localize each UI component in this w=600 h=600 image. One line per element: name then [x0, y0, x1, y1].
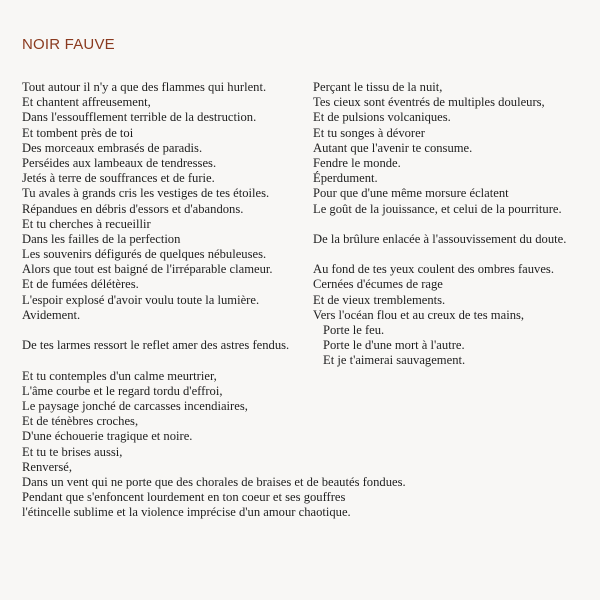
poem-line: Le goût de la jouissance, et celui de la pourriture.: [313, 201, 562, 216]
poem-line: Et je t'aimerai sauvagement.: [323, 353, 466, 368]
poem-line: Et tu cherches à recueillir: [22, 216, 151, 231]
poem-line: Autant que l'avenir te consume.: [313, 140, 473, 155]
poem-line: Et tombent près de toi: [22, 125, 134, 140]
poem-line: Des morceaux embrasés de paradis.: [22, 140, 203, 155]
poem-line: Et de pulsions volcaniques.: [313, 110, 451, 125]
poem-line: Et de vieux tremblements.: [313, 292, 446, 307]
stanza-gap: [313, 217, 566, 232]
poem-line: D'une échouerie tragique et noire.: [22, 429, 193, 444]
poem-line: Et tu songes à dévorer: [313, 125, 425, 140]
poem-line: Renversé,: [22, 459, 73, 474]
stanza-gap: [313, 247, 566, 262]
poem-line: Les souvenirs défigurés de quelques nébuleuses.: [22, 247, 267, 262]
poem-line: L'espoir explosé d'avoir voulu toute la lumière.: [22, 292, 260, 307]
poem-line: De la brûlure enlacée à l'assouvissement du doute.: [313, 231, 567, 246]
poem-line: Au fond de tes yeux coulent des ombres fauves.: [313, 262, 554, 277]
poem-line: Dans les failles de la perfection: [22, 231, 181, 246]
poem-line: De tes larmes ressort le reflet amer des astres fendus.: [22, 338, 290, 353]
poem-column-right: [313, 80, 566, 369]
poem-line: Et tu contemples d'un calme meurtrier,: [22, 368, 217, 383]
poem-line: Pour que d'une même morsure éclatent: [313, 186, 509, 201]
poem-line: Fendre le monde.: [313, 155, 401, 170]
stanza-right-2: [313, 232, 566, 247]
poem-line: Et de fumées délétères.: [22, 277, 139, 292]
poem-line: Dans l'essoufflement terrible de la destruction.: [22, 110, 257, 125]
poem-line: Tu avales à grands cris les vestiges de tes étoiles.: [22, 186, 270, 201]
poem-line: Vers l'océan flou et au creux de tes mains,: [313, 307, 525, 322]
poem-line: Éperdument.: [313, 171, 378, 186]
poem-line: Pendant que s'enfoncent lourdement en ton coeur et ses gouffres: [22, 490, 346, 505]
poem-line: Et chantent affreusement,: [22, 95, 151, 110]
poem-line: Porte le d'une mort à l'autre.: [323, 338, 465, 353]
poem-line: Le paysage jonché de carcasses incendiaires,: [22, 398, 248, 413]
poem-line: Tes cieux sont éventrés de multiples douleurs,: [313, 95, 545, 110]
poem-line: Perséides aux lambeaux de tendresses.: [22, 155, 217, 170]
stanza-right-3: [313, 262, 566, 368]
poem-line: Alors que tout est baigné de l'irréparable clameur.: [22, 262, 273, 277]
poem-line: Et tu te brises aussi,: [22, 444, 123, 459]
poem-line: L'âme courbe et le regard tordu d'effroi,: [22, 383, 223, 398]
poem-line: Porte le feu.: [323, 323, 385, 337]
poem-line: Cernées d'écumes de rage: [313, 277, 443, 292]
poem-line: Et de ténèbres croches,: [22, 414, 139, 429]
poem-line: Dans un vent qui ne porte que des chorales de braises et de beautés fondues.: [22, 474, 406, 489]
poem-line: Avidement.: [22, 307, 81, 322]
stanza-left-3: [22, 369, 406, 521]
poem-line: Perçant le tissu de la nuit,: [313, 80, 443, 94]
poem-line: Jetés à terre de souffrances et de furie.: [22, 171, 215, 186]
poem-line: Tout autour il n'y a que des flammes qui hurlent.: [22, 80, 267, 94]
stanza-right-1: [313, 80, 566, 217]
poem-title: NOIR FAUVE: [22, 36, 115, 53]
poem-line: l'étincelle sublime et la violence imprécise d'un amour chaotique.: [22, 505, 351, 520]
poem-line: Répandues en débris d'essors et d'abandons.: [22, 201, 244, 216]
